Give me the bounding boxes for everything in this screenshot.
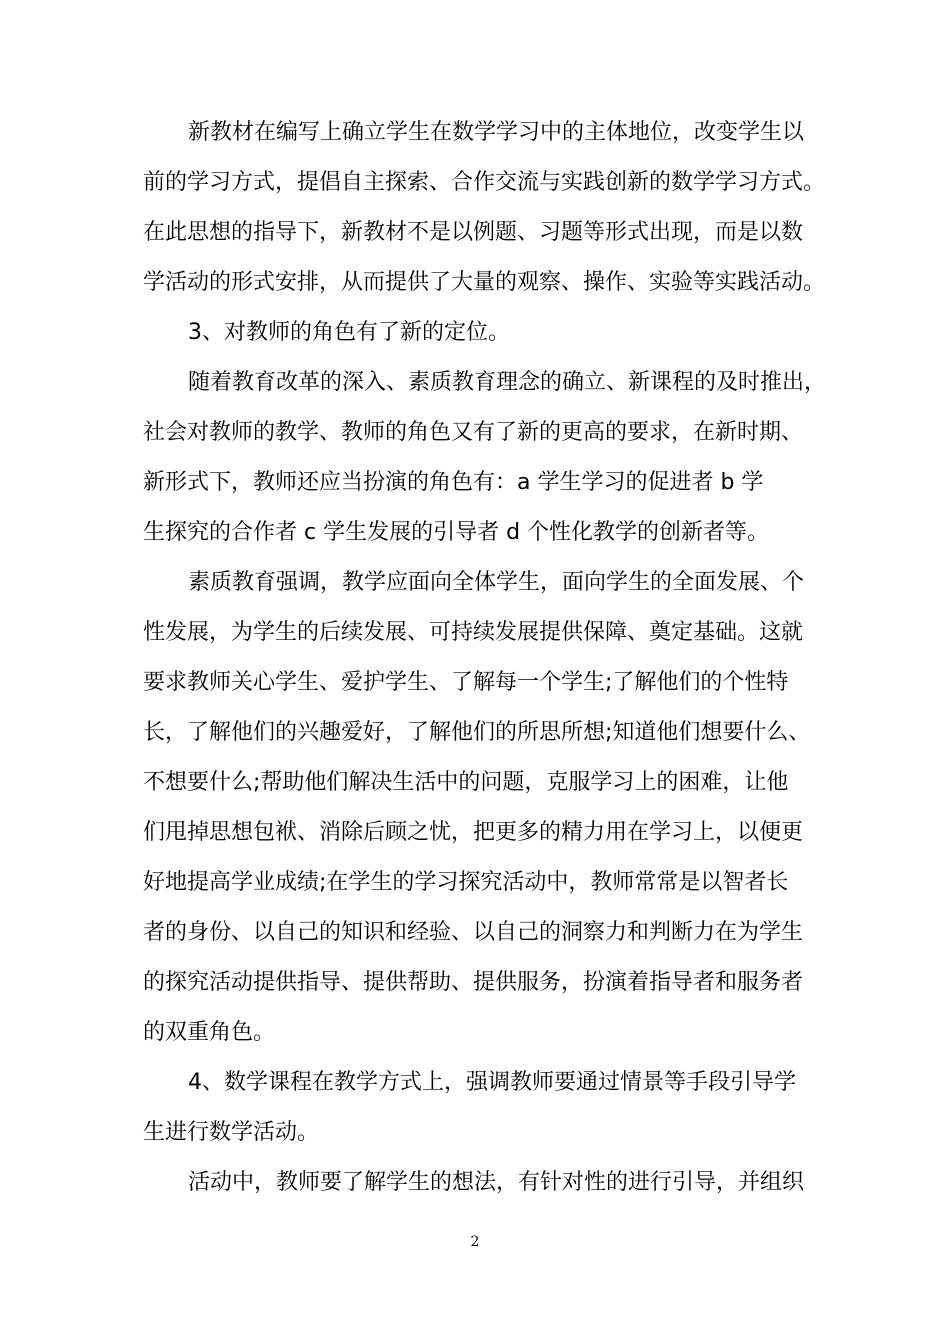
text-line: 4、数学课程在教学方式上，强调教师要通过情景等手段引导学	[188, 1070, 796, 1095]
paragraph-quality-education	[143, 558, 811, 1058]
text-line: 长，了解他们的兴趣爱好，了解他们的所思所想;知道他们想要什么、	[143, 720, 811, 745]
text-line: 新教材在编写上确立学生在数学学习中的主体地位，改变学生以	[188, 120, 805, 145]
text-line: 好地提高学业成绩;在学生的学习探究活动中，教师常常是以智者长	[143, 870, 789, 895]
text-line: 的双重角色。	[143, 1020, 276, 1045]
text-line: 的探究活动提供指导、提供帮助、提供服务，扮演着指导者和服务者	[143, 970, 804, 995]
text-line: 要求教师关心学生、爱护学生、了解每一个学生;了解他们的个性特	[143, 670, 789, 695]
text-line: 者的身份、以自己的知识和经验、以自己的洞察力和判断力在为学生	[143, 920, 804, 945]
text-line: 在此思想的指导下，新教材不是以例题、习题等形式出现，而是以数	[143, 220, 804, 245]
text-line: 活动中，教师要了解学生的想法，有针对性的进行引导，并组织	[188, 1170, 805, 1195]
section-heading-teaching-method	[143, 1058, 811, 1158]
text-line: 随着教育改革的深入、素质教育理念的确立、新课程的及时推出，	[188, 370, 827, 395]
paragraph-education-reform	[143, 358, 827, 558]
text-line: 素质教育强调，教学应面向全体学生，面向学生的全面发展、个	[188, 570, 805, 595]
text-line: 不想要什么;帮助他们解决生活中的问题，克服学习上的困难，让他	[143, 770, 789, 795]
section-heading-teacher-role	[143, 308, 811, 358]
text-line: 新形式下，教师还应当扮演的角色有：a 学生学习的促进者 b 学	[143, 470, 764, 495]
text-line: 前的学习方式，提倡自主探索、合作交流与实践创新的数学学习方式。	[143, 170, 826, 195]
document-body	[143, 108, 827, 1208]
text-line: 社会对教师的教学、教师的角色又有了新的更高的要求，在新时期、	[143, 420, 804, 445]
paragraph-activity-guidance	[143, 1158, 811, 1208]
text-line: 学活动的形式安排，从而提供了大量的观察、操作、实验等实践活动。	[143, 270, 826, 295]
text-line: 3、对教师的角色有了新的定位。	[188, 320, 510, 345]
text-line: 们甩掉思想包袱、消除后顾之忧，把更多的精力用在学习上，以便更	[143, 820, 804, 845]
page-number: 2	[470, 1234, 480, 1250]
text-line: 性发展，为学生的后续发展、可持续发展提供保障、奠定基础。这就	[143, 620, 804, 645]
paragraph-textbook-design	[143, 108, 826, 308]
text-line: 生探究的合作者 c 学生发展的引导者 d 个性化教学的创新者等。	[143, 520, 770, 545]
text-line: 生进行数学活动。	[143, 1120, 320, 1145]
